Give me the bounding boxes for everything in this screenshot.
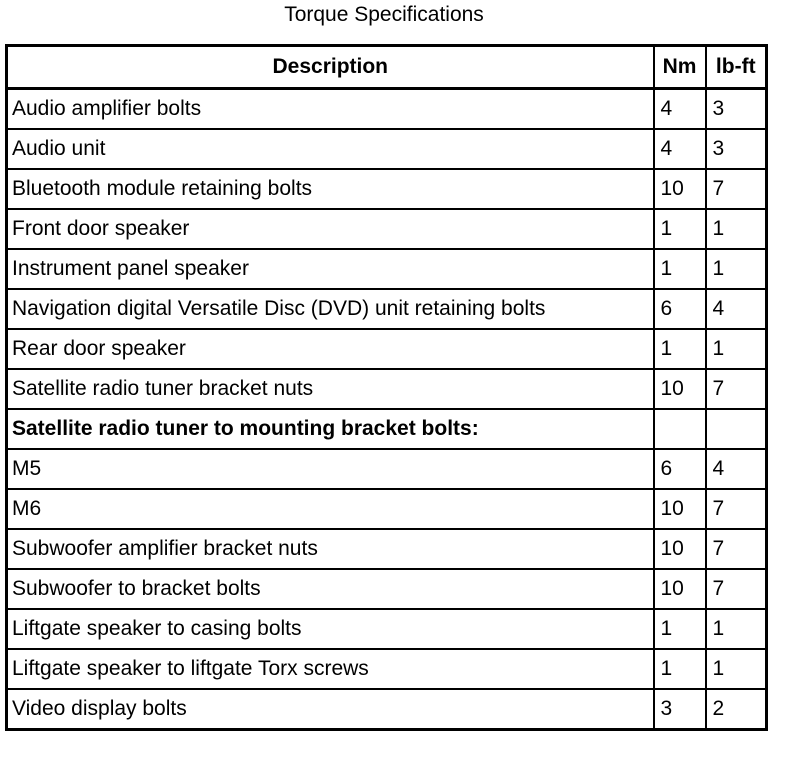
nm-cell: 1 — [654, 609, 706, 649]
nm-cell: 4 — [654, 129, 706, 169]
description-cell: Front door speaker — [7, 209, 654, 249]
lb-ft-cell: 2 — [706, 689, 767, 730]
description-cell: Subwoofer to bracket bolts — [7, 569, 654, 609]
nm-cell: 6 — [654, 449, 706, 489]
lb-ft-cell: 1 — [706, 609, 767, 649]
table-row — [7, 129, 767, 169]
header-nm: Nm — [654, 46, 706, 89]
nm-cell: 10 — [654, 489, 706, 529]
nm-cell: 10 — [654, 529, 706, 569]
header-description: Description — [7, 46, 654, 89]
header-lb-ft: lb-ft — [706, 46, 767, 89]
lb-ft-cell: 7 — [706, 529, 767, 569]
nm-cell: 1 — [654, 649, 706, 689]
lb-ft-cell — [706, 409, 767, 449]
description-cell: M5 — [7, 449, 654, 489]
lb-ft-cell: 1 — [706, 209, 767, 249]
table-body — [7, 89, 767, 730]
table-row — [7, 249, 767, 289]
table-row — [7, 529, 767, 569]
table-row — [7, 169, 767, 209]
lb-ft-cell: 7 — [706, 369, 767, 409]
table-row — [7, 89, 767, 130]
lb-ft-cell: 1 — [706, 649, 767, 689]
lb-ft-cell: 3 — [706, 129, 767, 169]
description-cell: Liftgate speaker to liftgate Torx screws — [7, 649, 654, 689]
nm-cell: 10 — [654, 569, 706, 609]
description-cell: Audio amplifier bolts — [7, 89, 654, 130]
nm-cell: 3 — [654, 689, 706, 730]
lb-ft-cell: 4 — [706, 449, 767, 489]
description-cell: M6 — [7, 489, 654, 529]
lb-ft-cell: 7 — [706, 569, 767, 609]
lb-ft-cell: 7 — [706, 169, 767, 209]
nm-cell: 10 — [654, 169, 706, 209]
table-row — [7, 489, 767, 529]
description-cell: Rear door speaker — [7, 329, 654, 369]
nm-cell: 1 — [654, 329, 706, 369]
description-cell: Bluetooth module retaining bolts — [7, 169, 654, 209]
table-subheading-row — [7, 409, 767, 449]
lb-ft-cell: 1 — [706, 249, 767, 289]
nm-cell: 10 — [654, 369, 706, 409]
description-cell: Satellite radio tuner to mounting bracket bolts: — [7, 409, 654, 449]
description-cell: Liftgate speaker to casing bolts — [7, 609, 654, 649]
lb-ft-cell: 4 — [706, 289, 767, 329]
nm-cell: 1 — [654, 249, 706, 289]
table-row — [7, 329, 767, 369]
nm-cell — [654, 409, 706, 449]
description-cell: Audio unit — [7, 129, 654, 169]
lb-ft-cell: 1 — [706, 329, 767, 369]
table-row — [7, 689, 767, 730]
torque-specifications-table — [5, 44, 768, 731]
description-cell: Satellite radio tuner bracket nuts — [7, 369, 654, 409]
lb-ft-cell: 3 — [706, 89, 767, 130]
table-row — [7, 209, 767, 249]
description-cell: Subwoofer amplifier bracket nuts — [7, 529, 654, 569]
lb-ft-cell: 7 — [706, 489, 767, 529]
table-header-row — [7, 46, 767, 89]
nm-cell: 6 — [654, 289, 706, 329]
table-row — [7, 569, 767, 609]
table-row — [7, 649, 767, 689]
table-row — [7, 369, 767, 409]
description-cell: Navigation digital Versatile Disc (DVD) unit retaining bolts — [7, 289, 654, 329]
table-row — [7, 289, 767, 329]
nm-cell: 1 — [654, 209, 706, 249]
nm-cell: 4 — [654, 89, 706, 130]
table-row — [7, 449, 767, 489]
description-cell: Instrument panel speaker — [7, 249, 654, 289]
document-title: Torque Specifications — [284, 3, 484, 26]
table-row — [7, 609, 767, 649]
description-cell: Video display bolts — [7, 689, 654, 730]
